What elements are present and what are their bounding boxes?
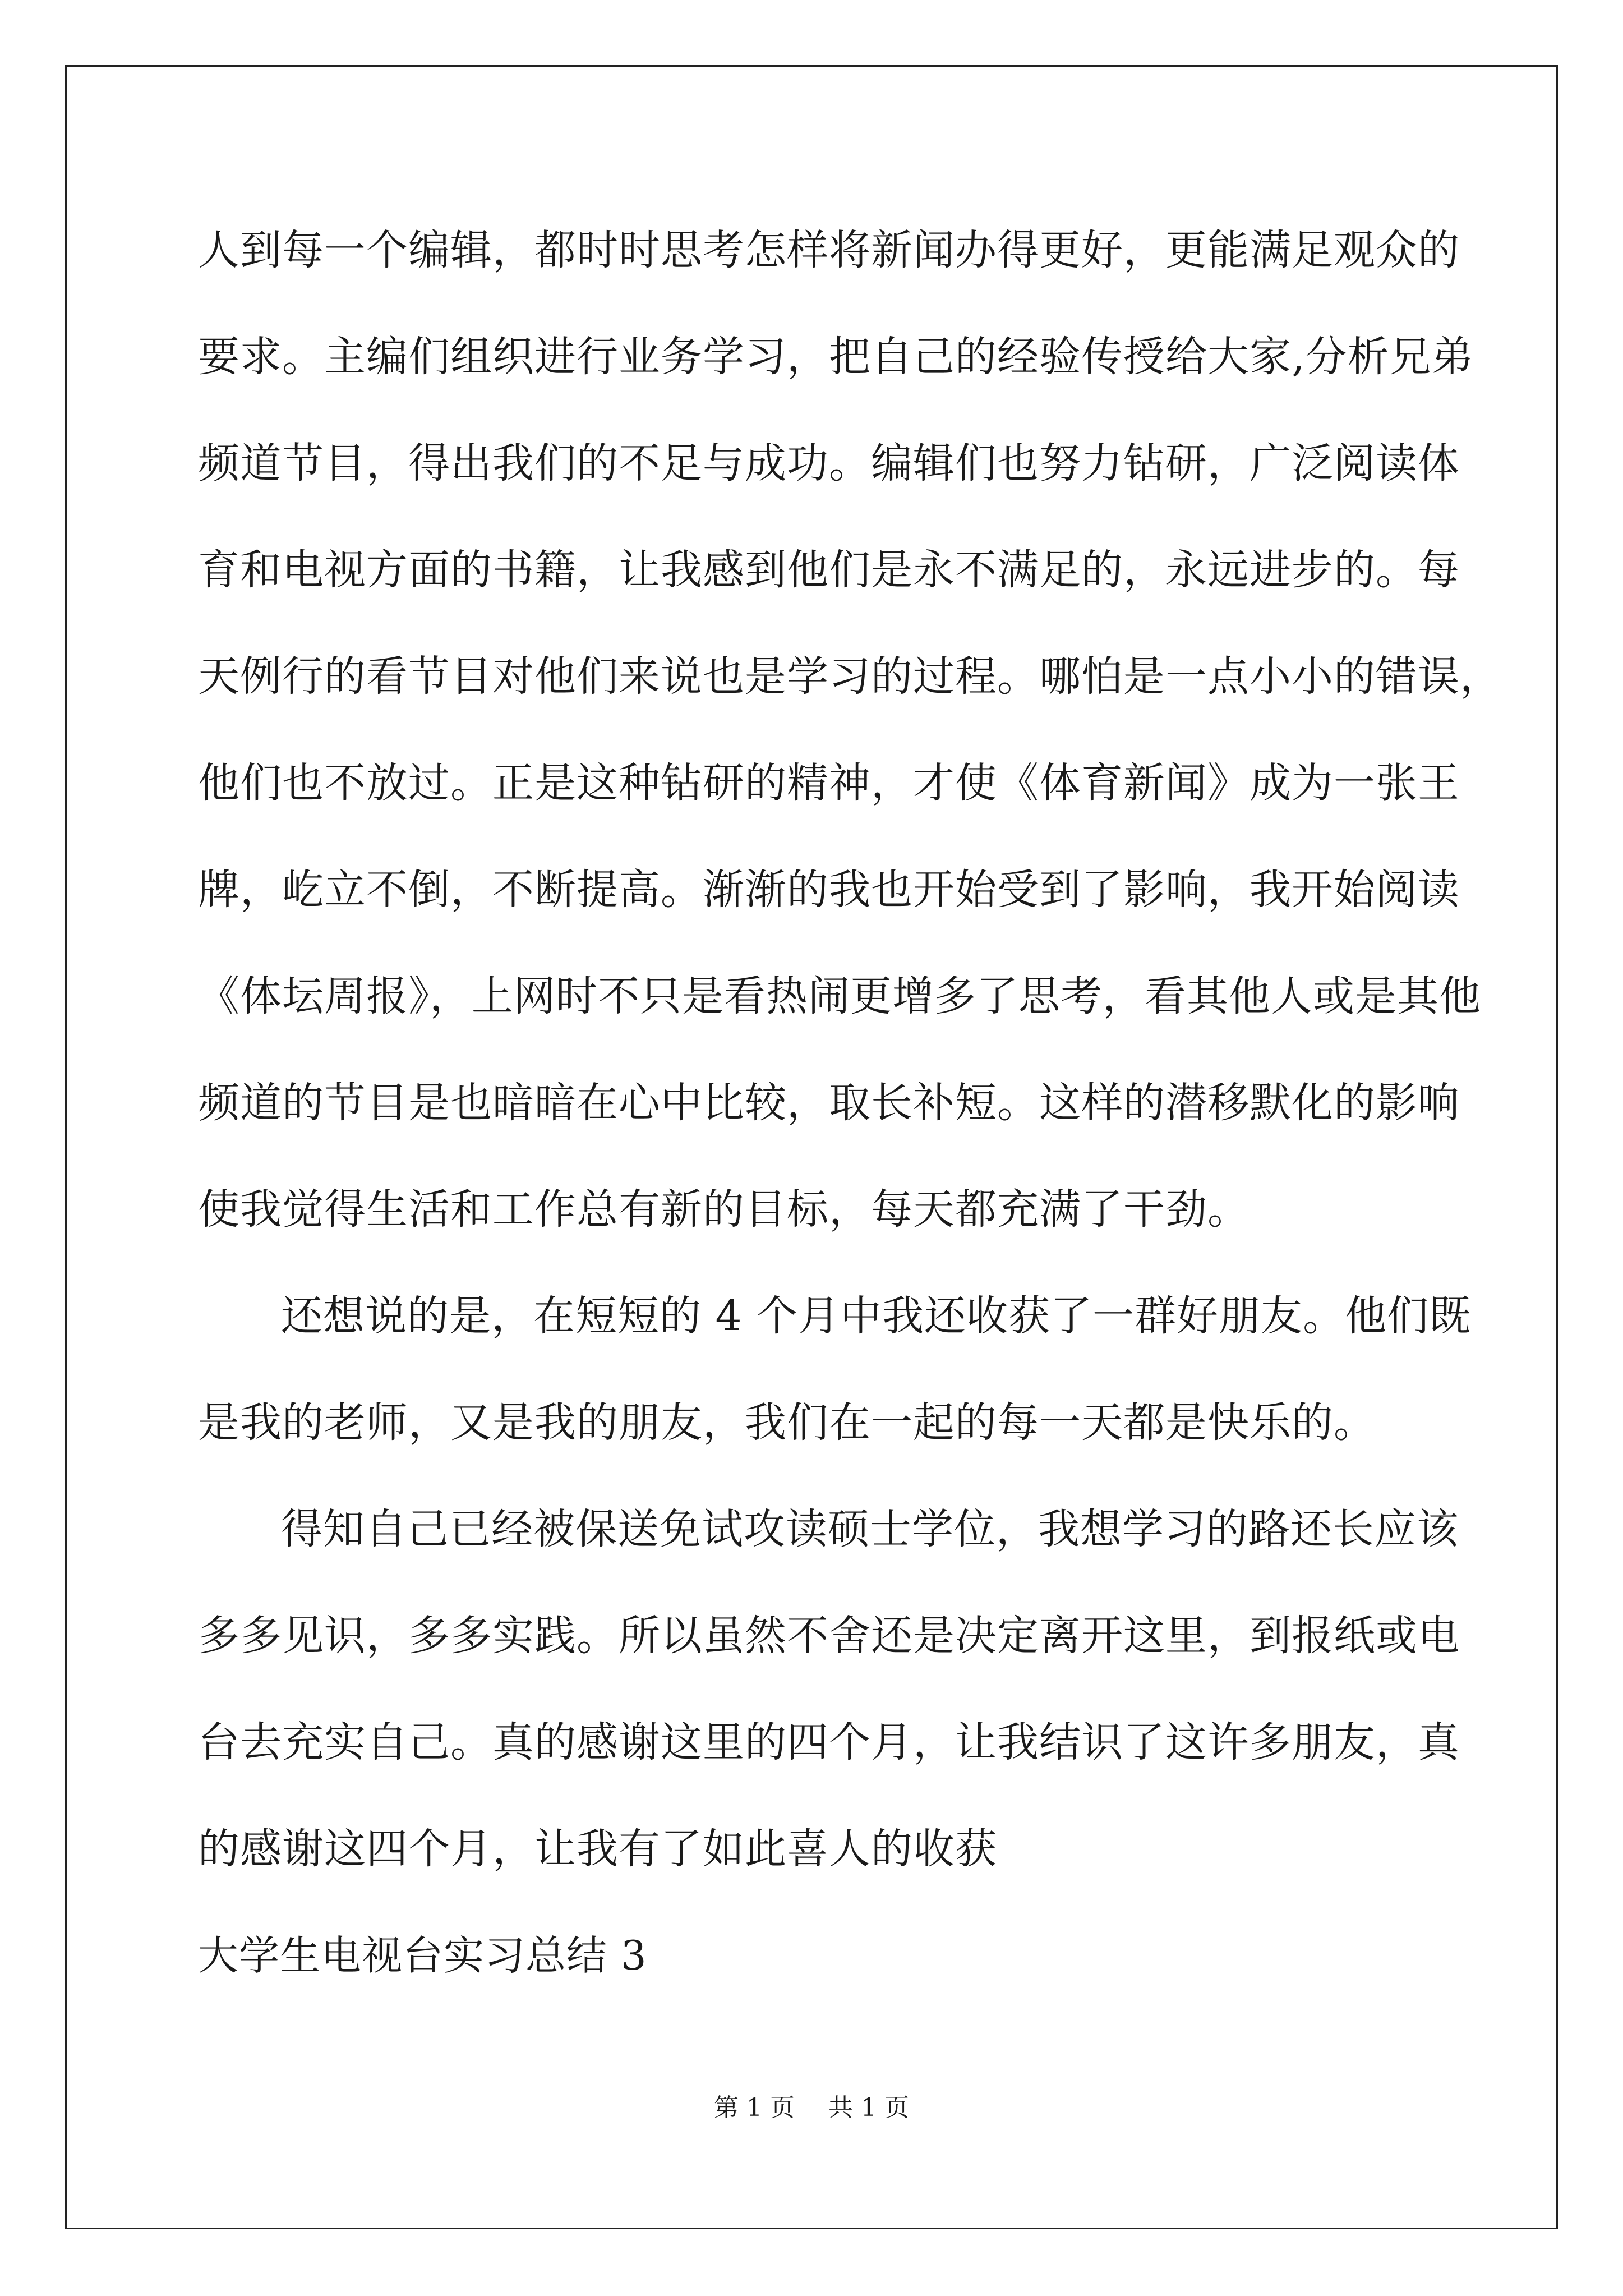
document-body: [198, 211, 1502, 2023]
text-line: 使我觉得生活和工作总有新的目标，每天都充满了干劲。: [198, 1185, 1249, 1234]
text-line: 频道节目，得出我们的不足与成功。编辑们也努力钻研，广泛阅读体: [198, 439, 1460, 487]
page-footer: [0, 2091, 1623, 2125]
text-line: 他们也不放过。正是这种钻研的精神，才使《体育新闻》成为一张王: [198, 759, 1460, 807]
text-line: 是我的老师，又是我的朋友，我们在一起的每一天都是快乐的。: [198, 1398, 1376, 1447]
text-line: 育和电视方面的书籍，让我感到他们是永不满足的，永远进步的。每: [198, 546, 1460, 594]
text-line: 《体坛周报》，上网时不只是看热闹更增多了思考，看其他人或是其他: [198, 972, 1481, 1020]
text-line: 的感谢这四个月，让我有了如此喜人的收获: [198, 1825, 997, 1873]
text-line: 牌，屹立不倒，不断提高。渐渐的我也开始受到了影响，我开始阅读: [198, 866, 1460, 914]
text-line: 得知自己已经被保送免试攻读硕士学位，我想学习的路还长应该: [281, 1505, 1459, 1553]
text-line: 还想说的是，在短短的 4 个月中我还收获了一群好朋友。他们既: [281, 1292, 1472, 1340]
text-line: 天例行的看节目对他们来说也是学习的过程。哪怕是一点小小的错误，: [198, 652, 1502, 701]
text-line: 人到每一个编辑，都时时思考怎样将新闻办得更好，更能满足观众的: [198, 226, 1460, 274]
text-line: 要求。主编们组织进行业务学习，把自己的经验传授给大家,分析兄弟: [198, 333, 1474, 381]
page-number: 第 1 页: [714, 2093, 795, 2122]
text-line: 频道的节目是也暗暗在心中比较，取长补短。这样的潜移默化的影响: [198, 1079, 1460, 1127]
section-heading: 大学生电视台实习总结 3: [198, 1932, 647, 1979]
page-total: 共 1 页: [828, 2093, 909, 2122]
text-line: 多多见识，多多实践。所以虽然不舍还是决定离开这里，到报纸或电: [198, 1612, 1460, 1660]
text-line: 台去充实自己。真的感谢这里的四个月，让我结识了这许多朋友，真: [198, 1718, 1460, 1766]
